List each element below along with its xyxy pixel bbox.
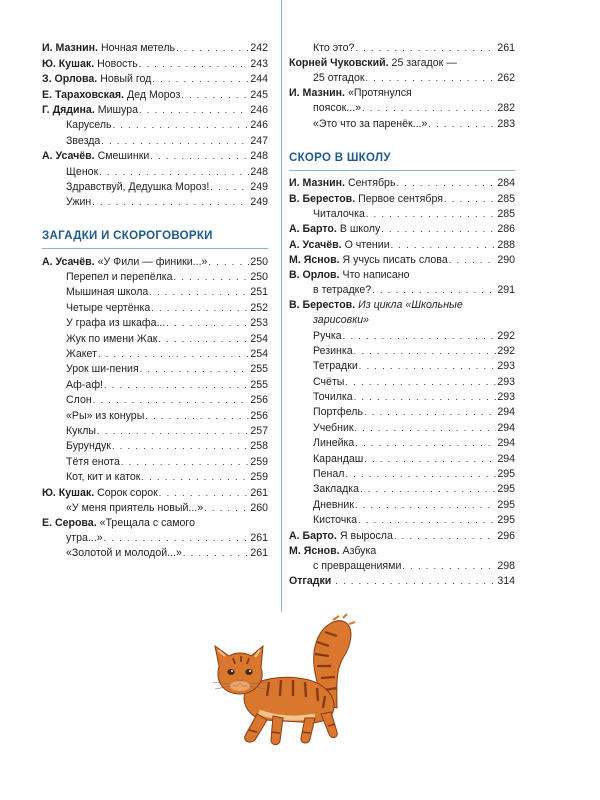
entry-title: Четыре чертёнка xyxy=(66,301,151,314)
entry-title: Что написано xyxy=(342,269,410,282)
section-heading-riddles: ЗАГАДКИ И СКОРОГОВОРКИ xyxy=(42,229,268,249)
entry-title: Новый год xyxy=(100,73,152,86)
entry-title: «Протянулся xyxy=(348,87,412,100)
toc-entry[interactable] xyxy=(289,253,515,268)
entry-title: Ужин xyxy=(66,196,92,209)
entry-page: 314 xyxy=(497,574,515,587)
toc-entry-chukovsky[interactable] xyxy=(289,56,515,86)
dot-leader xyxy=(150,149,249,164)
dot-leader xyxy=(428,117,496,132)
entry-author: Е. Серова. xyxy=(42,516,97,529)
dot-leader xyxy=(396,176,496,191)
entry-page: 261 xyxy=(250,531,268,544)
toc-entry[interactable] xyxy=(42,470,268,485)
entry-page: 247 xyxy=(250,134,268,147)
entry-title: Кто это? xyxy=(313,42,355,55)
toc-entry[interactable] xyxy=(42,56,268,71)
toc-right-list-b xyxy=(289,328,515,528)
entry-author: М. Яснов. xyxy=(289,544,340,557)
dot-leader xyxy=(176,41,249,56)
entry-title: Мишура xyxy=(97,103,138,116)
dot-leader xyxy=(444,192,496,207)
dot-leader xyxy=(362,101,496,116)
dot-leader xyxy=(391,238,497,253)
dot-leader xyxy=(364,452,496,467)
entry-page: 256 xyxy=(250,394,268,407)
entry-author: А. Усачёв. xyxy=(42,255,95,268)
toc-entry[interactable] xyxy=(289,237,515,252)
toc-entry[interactable] xyxy=(42,331,268,346)
entry-page: 255 xyxy=(250,378,268,391)
entry-page: 295 xyxy=(497,514,515,527)
section-heading-school: СКОРО В ШКОЛУ xyxy=(289,151,515,171)
toc-entry[interactable] xyxy=(42,41,268,56)
dot-leader xyxy=(372,283,496,298)
dot-leader xyxy=(166,316,249,331)
toc-entry[interactable] xyxy=(42,118,268,133)
entry-title: Ручка xyxy=(313,329,342,342)
dot-leader xyxy=(174,270,250,285)
entry-author: М. Яснов. xyxy=(289,254,340,267)
dot-leader xyxy=(204,501,249,516)
toc-entry[interactable] xyxy=(42,270,268,285)
entry-title: Жук по имени Жак xyxy=(66,332,158,345)
entry-title: «У меня приятель новый...» xyxy=(66,501,204,514)
entry-title: Учебник xyxy=(313,421,354,434)
entry-page: 288 xyxy=(497,238,515,251)
entry-page: 294 xyxy=(497,437,515,450)
toc-entry[interactable] xyxy=(42,362,268,377)
toc-entry[interactable] xyxy=(42,501,268,516)
dot-leader xyxy=(449,253,497,268)
dot-leader xyxy=(104,378,249,393)
entry-title-cont: утра...» xyxy=(66,531,103,544)
entry-page: 261 xyxy=(250,486,268,499)
dot-leader xyxy=(381,222,496,237)
toc-entry[interactable] xyxy=(42,546,268,561)
entry-page: 249 xyxy=(250,180,268,193)
entry-title: Первое сентября xyxy=(358,192,443,205)
toc-entry[interactable] xyxy=(289,451,515,466)
entry-page: 249 xyxy=(250,196,268,209)
entry-title: Тетрадки xyxy=(313,360,358,373)
entry-title: Урок ши-пения xyxy=(66,363,139,376)
toc-entry[interactable] xyxy=(289,176,515,191)
entry-author: В. Орлов. xyxy=(289,269,340,282)
dot-leader xyxy=(97,424,249,439)
entry-title: О чтении xyxy=(344,238,390,251)
entry-page: 290 xyxy=(497,254,515,267)
dot-leader xyxy=(145,409,249,424)
toc-entry[interactable] xyxy=(289,41,515,56)
toc-entry[interactable] xyxy=(289,222,515,237)
dot-leader xyxy=(158,332,249,347)
dot-leader xyxy=(104,531,250,546)
entry-title-cont: 25 отгадок xyxy=(313,72,365,85)
toc-entry-answers[interactable] xyxy=(289,574,515,589)
entry-author: Ю. Кушак. xyxy=(42,57,95,70)
dot-leader xyxy=(112,439,249,454)
entry-title: Щенок xyxy=(66,165,99,178)
dot-leader xyxy=(92,195,249,210)
toc-entry[interactable] xyxy=(289,513,515,528)
toc-entry-berestov-cycle[interactable] xyxy=(289,298,515,328)
column-divider xyxy=(281,0,282,612)
entry-page: 256 xyxy=(250,409,268,422)
entry-page: 255 xyxy=(250,363,268,376)
entry-title: Дед Мороз xyxy=(126,88,181,101)
entry-author: А. Усачёв. xyxy=(289,238,342,251)
spacer xyxy=(289,132,515,151)
dot-leader xyxy=(365,71,496,86)
entry-title: Карандаш xyxy=(313,452,364,465)
dot-leader xyxy=(149,285,249,300)
entry-page: 298 xyxy=(497,559,515,572)
entry-author: В. Берестов. xyxy=(289,192,356,205)
dot-leader xyxy=(139,103,249,118)
entry-page: 293 xyxy=(497,360,515,373)
toc-right-list-a xyxy=(289,176,515,268)
entry-title: Пенал xyxy=(313,468,345,481)
entry-title: Здравствуй, Дедушка Мороз! xyxy=(66,180,210,193)
entry-page: 258 xyxy=(250,440,268,453)
toc-entry-orlov[interactable] xyxy=(289,268,515,298)
entry-title: «Трещала с самого xyxy=(99,516,195,529)
entry-page: 250 xyxy=(250,255,268,268)
dot-leader xyxy=(366,207,496,222)
entry-author: А. Барто. xyxy=(289,529,337,542)
entry-page: 292 xyxy=(497,329,515,342)
dot-leader xyxy=(355,421,497,436)
entry-page: 282 xyxy=(497,102,515,115)
entry-page: 294 xyxy=(497,452,515,465)
entry-title: Портфель xyxy=(313,406,363,419)
entry-page: 285 xyxy=(497,207,515,220)
entry-page: 246 xyxy=(250,103,268,116)
entry-page: 248 xyxy=(250,150,268,163)
entry-title: Слон xyxy=(66,394,92,407)
entry-author: А. Барто. xyxy=(289,223,337,236)
toc-entry[interactable] xyxy=(289,436,515,451)
toc-left-column xyxy=(42,41,268,561)
entry-author: З. Орлова. xyxy=(42,73,98,86)
toc-entry[interactable] xyxy=(42,454,268,469)
entry-page: 251 xyxy=(250,286,268,299)
entry-page: 284 xyxy=(497,177,515,190)
dot-leader xyxy=(354,344,497,359)
entry-page: 244 xyxy=(250,73,268,86)
toc-entry-serova[interactable] xyxy=(42,516,268,546)
entry-title: Перепел и перепёлка xyxy=(66,271,173,284)
entry-title: Кисточка xyxy=(313,514,358,527)
entry-title: «Ры» из конуры xyxy=(66,409,145,422)
dot-leader xyxy=(181,88,249,103)
dot-leader xyxy=(364,405,496,420)
entry-page: 254 xyxy=(250,332,268,345)
toc-entry-barto[interactable] xyxy=(289,528,515,543)
entry-page: 295 xyxy=(497,468,515,481)
dot-leader xyxy=(183,546,249,561)
entry-page: 257 xyxy=(250,424,268,437)
toc-left-bottom-list xyxy=(42,254,268,516)
dot-leader xyxy=(98,347,249,362)
toc-entry[interactable] xyxy=(42,408,268,423)
entry-page: 259 xyxy=(250,471,268,484)
entry-page: 286 xyxy=(497,223,515,236)
entry-title: Сентябрь xyxy=(348,177,396,190)
dot-leader xyxy=(360,482,496,497)
toc-entry[interactable] xyxy=(42,180,268,195)
entry-page: 262 xyxy=(497,72,515,85)
entry-title: Новость xyxy=(97,57,138,70)
dot-leader xyxy=(99,165,249,180)
toc-entry[interactable] xyxy=(42,377,268,392)
entry-page: 293 xyxy=(497,375,515,388)
entry-page: 250 xyxy=(250,271,268,284)
entry-title: Тётя енота xyxy=(66,455,120,468)
entry-page: 246 xyxy=(250,119,268,132)
toc-left-top-list xyxy=(42,41,268,210)
entry-title: Звезда xyxy=(66,134,101,147)
entry-author: Ю. Кушак. xyxy=(42,486,95,499)
entry-author: И. Мазнин. xyxy=(289,87,345,100)
entry-page: 296 xyxy=(497,529,515,542)
entry-page: 242 xyxy=(250,42,268,55)
toc-entry[interactable] xyxy=(289,344,515,359)
entry-page: 294 xyxy=(497,406,515,419)
entry-page: 260 xyxy=(250,501,268,514)
dot-leader xyxy=(345,375,496,390)
dot-leader xyxy=(402,559,496,574)
entry-author: В. Берестов. xyxy=(289,299,356,312)
entry-title: Я учусь писать слова xyxy=(342,254,448,267)
entry-author: И. Мазнин. xyxy=(289,177,345,190)
dot-leader xyxy=(355,436,496,451)
entry-title: «Это что за паренёк...» xyxy=(313,117,428,130)
entry-title: Сорок сорок xyxy=(97,486,158,499)
dot-leader xyxy=(139,57,250,72)
dot-leader xyxy=(343,329,497,344)
entry-page: 295 xyxy=(497,483,515,496)
toc-entry[interactable] xyxy=(42,285,268,300)
entry-title: Ночная метель xyxy=(101,42,176,55)
entry-title-cont: зарисовки» xyxy=(313,314,369,327)
entry-page: 245 xyxy=(250,88,268,101)
dot-leader xyxy=(210,180,249,195)
dot-leader xyxy=(208,255,249,270)
entry-author: Г. Дядина. xyxy=(42,103,95,116)
toc-entry[interactable] xyxy=(42,133,268,148)
entry-title: Мышиная школа xyxy=(66,286,149,299)
entry-title-cont: с превращениями xyxy=(313,559,402,572)
toc-entry[interactable] xyxy=(42,347,268,362)
toc-entry[interactable] xyxy=(289,482,515,497)
dot-leader xyxy=(113,118,250,133)
entry-title: Линейка xyxy=(313,437,355,450)
entry-title: Счёты xyxy=(313,375,345,388)
toc-entry[interactable] xyxy=(289,328,515,343)
toc-entry[interactable] xyxy=(289,116,515,131)
entry-page: 254 xyxy=(250,348,268,361)
entry-title: В школу xyxy=(339,223,381,236)
entry-title: Смешинки xyxy=(97,150,150,163)
entry-page: 283 xyxy=(497,117,515,130)
entry-author: И. Мазнин. xyxy=(42,42,98,55)
dot-leader xyxy=(345,467,496,482)
entry-title: Дневник xyxy=(313,498,354,511)
entry-page: 253 xyxy=(250,317,268,330)
entry-page: 261 xyxy=(497,42,515,55)
dot-leader xyxy=(159,486,250,501)
entry-title: Кот, кит и каток xyxy=(66,471,141,484)
entry-page: 295 xyxy=(497,498,515,511)
toc-entry[interactable] xyxy=(42,439,268,454)
entry-title: 25 загадок — xyxy=(391,57,457,70)
entry-title: У графа из шкафа... xyxy=(66,317,166,330)
entry-title-cont: в тетрадке? xyxy=(313,284,372,297)
entry-page: 259 xyxy=(250,455,268,468)
toc-entry[interactable] xyxy=(42,300,268,315)
entry-page: 243 xyxy=(250,57,268,70)
entry-title: Аф-аф! xyxy=(66,378,103,391)
toc-entry[interactable] xyxy=(42,103,268,118)
dot-leader xyxy=(354,390,497,405)
toc-entry[interactable] xyxy=(42,195,268,210)
toc-entry[interactable] xyxy=(289,191,515,206)
entry-title: Я выросла xyxy=(339,529,393,542)
entry-page: 261 xyxy=(250,547,268,560)
toc-entry[interactable] xyxy=(289,420,515,435)
entry-author: Е. Тараховская. xyxy=(42,88,124,101)
dot-leader xyxy=(394,529,496,544)
entry-author: Отгадки xyxy=(289,574,332,587)
entry-title: Из цикла «Школьные xyxy=(358,299,463,312)
toc-entry[interactable] xyxy=(42,87,268,102)
entry-title: «У Фили — финики...» xyxy=(97,255,208,268)
dot-leader xyxy=(355,41,496,56)
dot-leader xyxy=(93,393,250,408)
dot-leader xyxy=(121,455,249,470)
entry-title: Бурундук xyxy=(66,440,111,453)
spacer xyxy=(42,210,268,229)
toc-entry[interactable] xyxy=(289,497,515,512)
entry-page: 294 xyxy=(497,421,515,434)
entry-page: 248 xyxy=(250,165,268,178)
dot-leader xyxy=(335,574,496,589)
toc-entry[interactable] xyxy=(289,374,515,389)
entry-page: 292 xyxy=(497,344,515,357)
toc-entry[interactable] xyxy=(42,164,268,179)
toc-entry[interactable] xyxy=(42,424,268,439)
toc-entry[interactable] xyxy=(42,72,268,87)
toc-right-column xyxy=(289,41,515,589)
cat-illustration-icon xyxy=(205,612,375,752)
entry-page: 291 xyxy=(497,284,515,297)
toc-entry-maznin[interactable] xyxy=(289,86,515,116)
entry-title: Карусель xyxy=(66,119,112,132)
dot-leader xyxy=(151,301,249,316)
toc-entry[interactable] xyxy=(42,393,268,408)
entry-title: Жакет xyxy=(66,348,97,361)
toc-entry[interactable] xyxy=(42,485,268,500)
entry-page: 252 xyxy=(250,301,268,314)
entry-page: 293 xyxy=(497,391,515,404)
toc-entry[interactable] xyxy=(289,390,515,405)
entry-title: Закладка xyxy=(313,483,360,496)
dot-leader xyxy=(358,513,496,528)
entry-title: «Золотой и молодой...» xyxy=(66,547,182,560)
dot-leader xyxy=(140,362,250,377)
dot-leader xyxy=(101,134,249,149)
entry-title: Куклы xyxy=(66,424,97,437)
toc-entry[interactable] xyxy=(42,149,268,164)
toc-entry[interactable] xyxy=(289,467,515,482)
dot-leader xyxy=(359,359,497,374)
entry-title: Точилка xyxy=(313,391,353,404)
entry-author: А. Усачёв. xyxy=(42,150,95,163)
dot-leader xyxy=(152,72,249,87)
toc-entry[interactable] xyxy=(42,254,268,269)
toc-entry-yasnov[interactable] xyxy=(289,544,515,574)
entry-title-cont: поясок...» xyxy=(313,102,362,115)
entry-title: Резинка xyxy=(313,344,353,357)
dot-leader xyxy=(355,498,496,513)
toc-entry[interactable] xyxy=(289,207,515,222)
dot-leader xyxy=(141,470,249,485)
entry-author: Корней Чуковский. xyxy=(289,57,389,70)
entry-title: Азбука xyxy=(342,544,377,557)
toc-entry[interactable] xyxy=(289,405,515,420)
toc-entry[interactable] xyxy=(289,359,515,374)
entry-page: 285 xyxy=(497,192,515,205)
entry-title: Читалочка xyxy=(313,207,365,220)
toc-entry[interactable] xyxy=(42,316,268,331)
